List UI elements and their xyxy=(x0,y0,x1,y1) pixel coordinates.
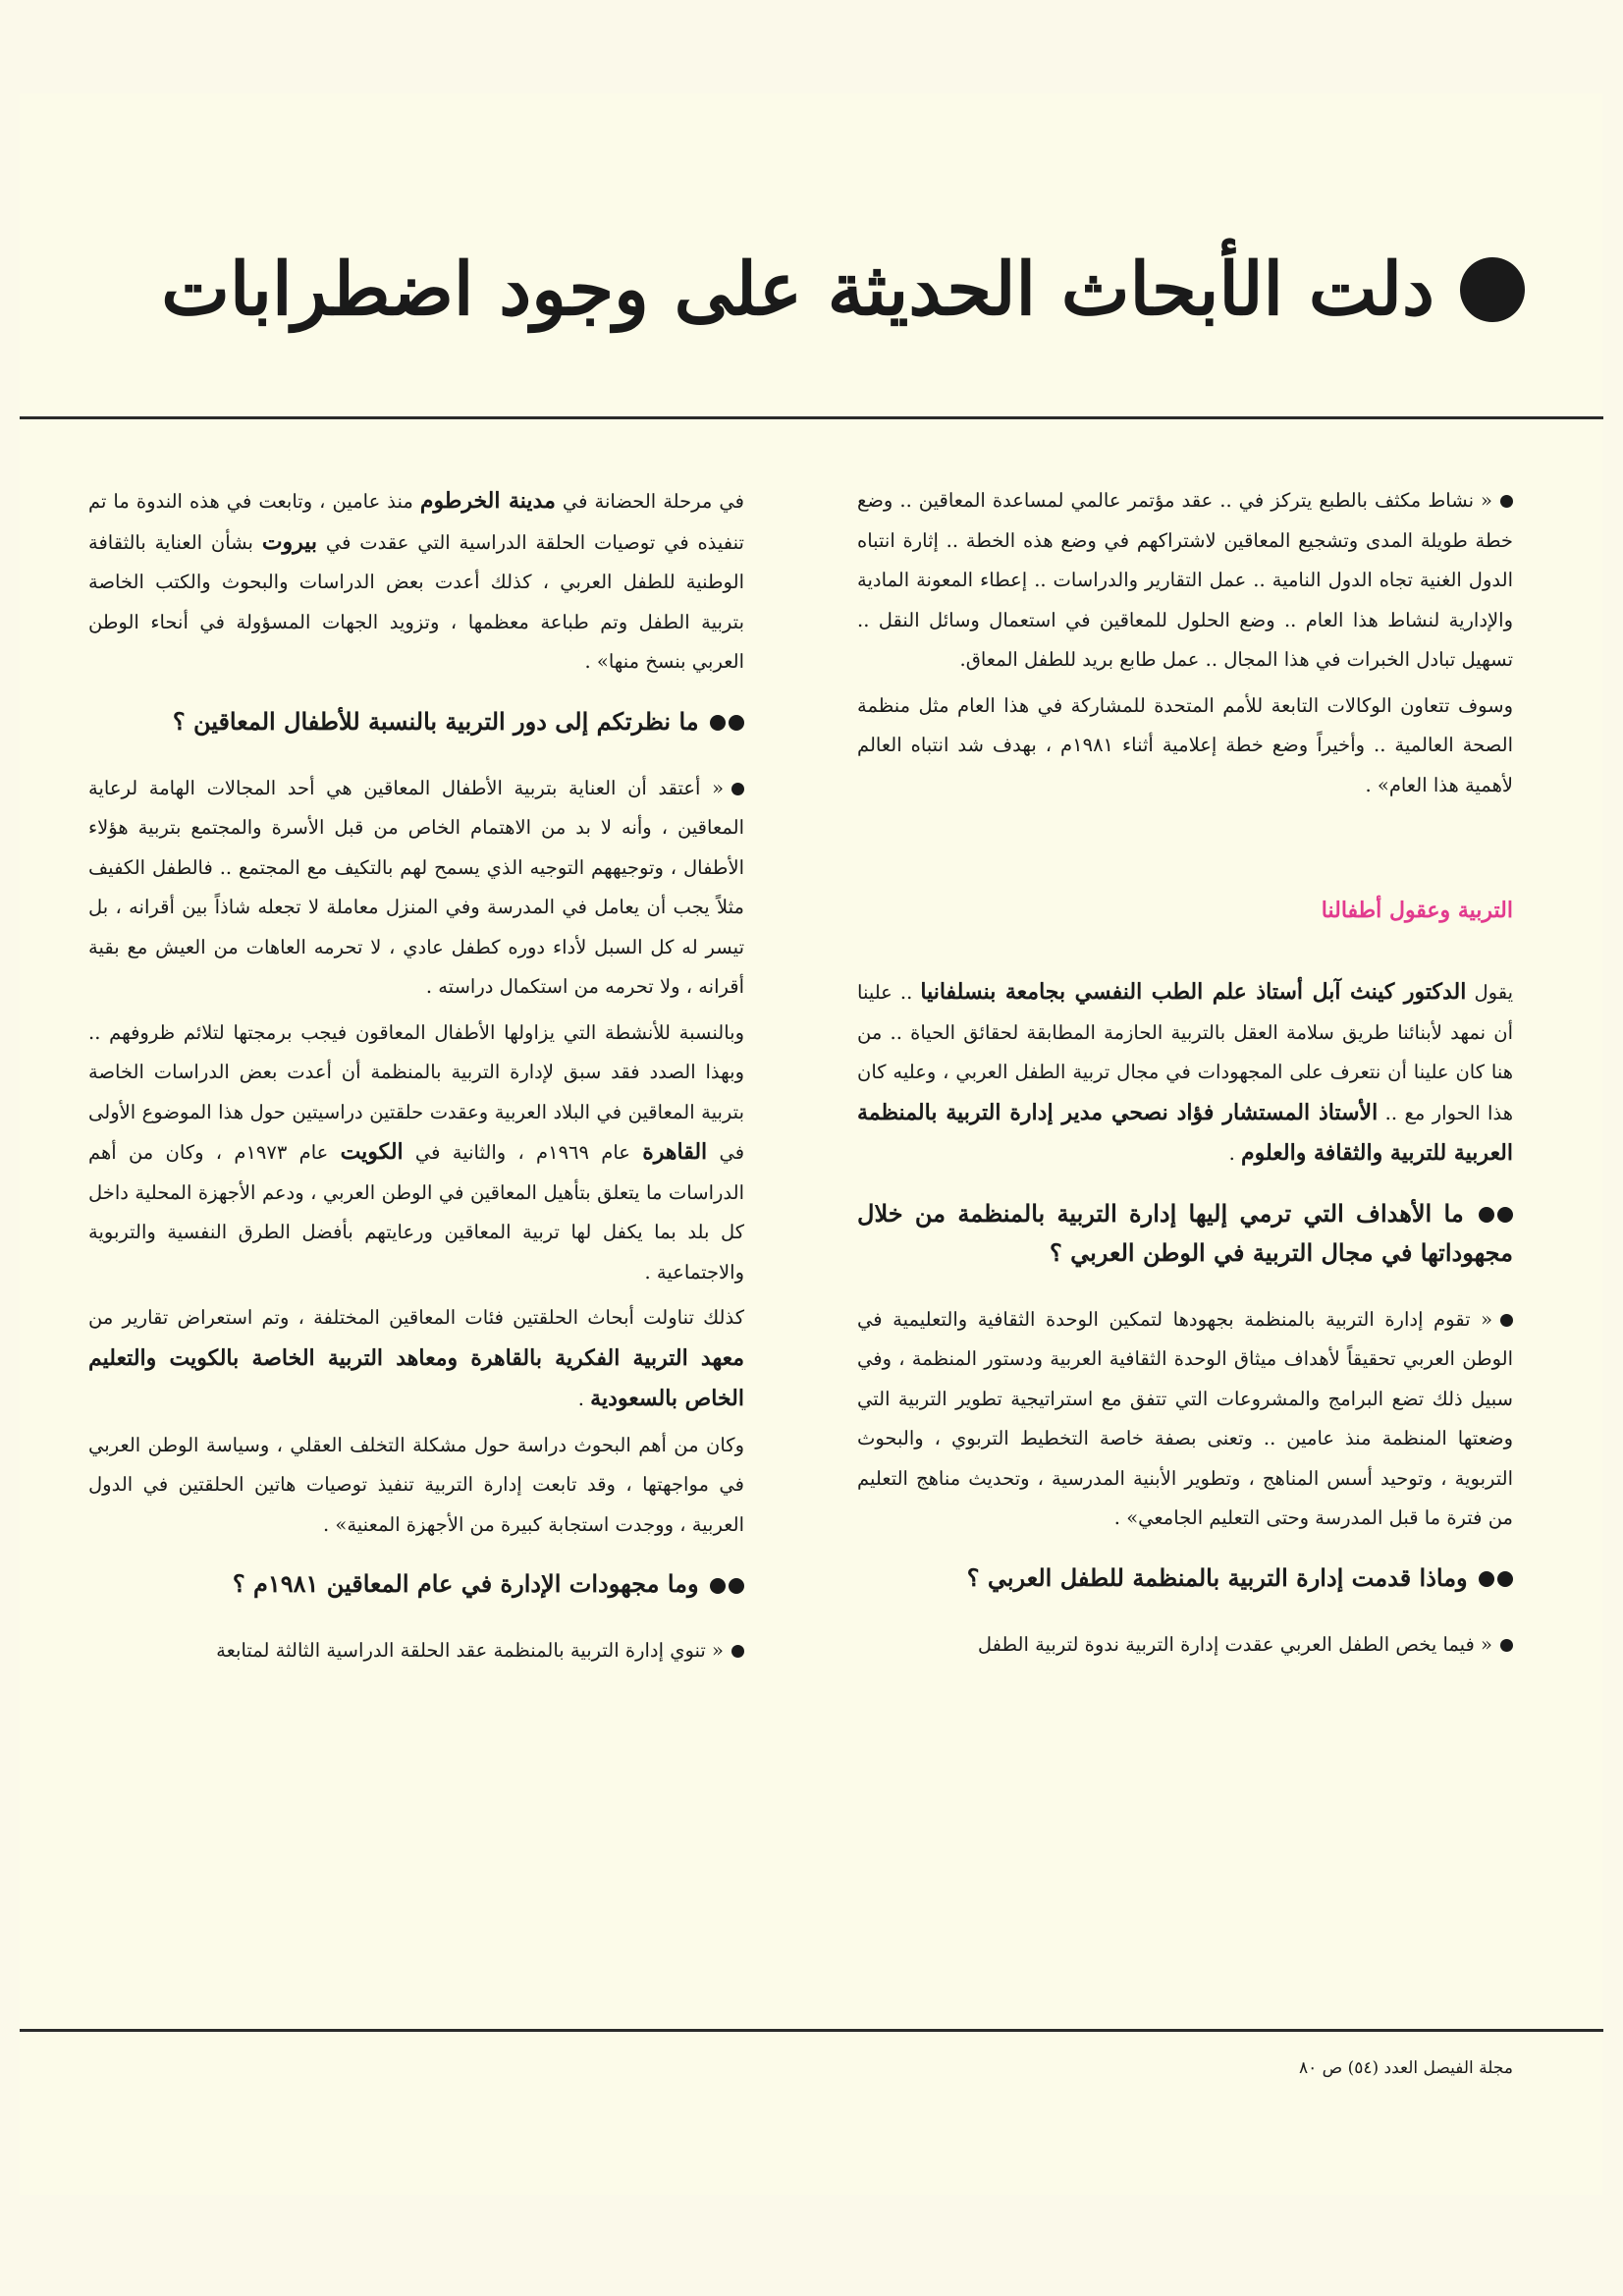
paragraph-text: يقول xyxy=(1466,981,1513,1004)
headline-block xyxy=(88,236,1525,344)
paragraph xyxy=(857,481,1513,681)
paragraph xyxy=(88,1013,744,1293)
top-divider xyxy=(20,416,1603,419)
question-text: وما مجهودات الإدارة في عام المعاقين ١٩٨١م ؟ xyxy=(232,1569,699,1598)
paragraph-text: « تنوي إدارة التربية بالمنظمة عقد الحلقة الدراسية الثالثة لمتابعة xyxy=(216,1639,724,1662)
paragraph-text: بشأن العناية بالثقافة الوطنية للطفل العربي ، كذلك أعدت بعض الدراسات والبحوث والكتب الخاصة بتربية الطفل وتم طباعة معظمها ، وتزويد الجهات المسؤولة في أنحاء الوطن العربي بنسخ منها» . xyxy=(88,530,744,673)
paragraph-text: في مرحلة الحضانة في xyxy=(555,490,744,513)
bottom-divider xyxy=(20,2029,1603,2032)
interview-question xyxy=(857,1558,1513,1598)
bullet-icon xyxy=(1500,1639,1513,1652)
section-heading: التربية وعقول أطفالنا xyxy=(1321,898,1513,923)
paragraph-text: كذلك تناولت أبحاث الحلقتين فئات المعاقين المختلفة ، وتم استعراض تقارير من xyxy=(88,1306,744,1329)
interview-question xyxy=(88,702,744,741)
paragraph-text: عام ١٩٧٣م ، وكان من أهم الدراسات ما يتعلق بتأهيل المعاقين في الوطن العربي ، ودعم الأجهزة المحلية داخل كل بلد بما يكفل لها تربية المعاقين ورعايتهم بأفضل الطرق النفسية والتربوية والاجتماعية . xyxy=(88,1141,744,1284)
interview-question xyxy=(88,1564,744,1604)
paragraph xyxy=(857,1300,1513,1539)
bold-text: الأستاذ المستشار فؤاد نصحي مدير إدارة التربية بالمنظمة العربية للتربية والثقافة والعلوم xyxy=(857,1099,1513,1166)
bullet-icon xyxy=(731,783,744,795)
paragraph-text: عام ١٩٦٩م ، والثانية في xyxy=(403,1141,643,1164)
bold-text: بيروت xyxy=(261,528,318,555)
paragraph-text: منذ عامين ، وتابعت في هذه الندوة ما تم تنفيذه في توصيات الحلقة الدراسية التي عقدت في xyxy=(88,490,744,554)
question-bullet-icon xyxy=(729,1578,744,1594)
page-headline: دلت الأبحاث الحديثة على وجود اضطرابات xyxy=(161,247,1434,332)
interview-question xyxy=(857,1194,1513,1273)
paragraph-text: . xyxy=(577,1388,591,1410)
headline-bullet-icon xyxy=(1460,257,1525,322)
paragraph-text: « تقوم إدارة التربية بالمنظمة بجهودها لتمكين الوحدة الثقافية والتعليمية في الوطن العربي تحقيقاً لأهداف ميثاق الوحدة الثقافية العربية ودستور المنظمة ، وفي سبيل ذلك تضع البرامج والمشروعات التي تتفق مع استراتيجية تطوير التربية التي وضعتها المنظمة منذ عامين .. وتعنى بصفة خاصة التخطيط التربوي ، والبحوث التربوية ، وتوحيد أسس المناهج ، وتطوير الأبنية المدرسية ، وتحديث مناهج التعليم من فترة ما قبل المدرسة وحتى التعليم الجامعي» . xyxy=(857,1307,1513,1529)
bold-text: مدينة الخرطوم xyxy=(419,488,556,514)
paragraph-text: « أعتقد أن العناية بتربية الأطفال المعاقين هي أحد المجالات الهامة لرعاية المعاقين ، وأنه لا بد من الاهتمام الخاص من قبل الأسرة والمجتمع بتربية هؤلاء الأطفال ، وتوجيههم التوجيه الذي يسمح لهم بالتكيف مع المجتمع .. فالطفل الكفيف مثلاً يجب أن يعامل في المدرسة وفي المنزل معاملة لا تجعله شاذاً بين أقرانه ، بل تيسر له كل السبل لأداء دوره كطفل عادي ، لا تحرمه العاهات من العيش مع بقية أقرانه ، ولا تحرمه من استكمال دراسته . xyxy=(88,776,744,998)
question-bullet-icon xyxy=(1497,1571,1513,1587)
paragraph-text: « فيما يخص الطفل العربي عقدت إدارة التربية ندوة لتربية الطفل xyxy=(977,1632,1492,1656)
paragraph-text: . xyxy=(1228,1142,1242,1165)
paragraph xyxy=(88,1298,744,1420)
question-bullet-icon xyxy=(1497,1207,1513,1223)
question-bullet-icon xyxy=(710,1578,726,1594)
bold-text: الكويت xyxy=(340,1139,404,1165)
paragraph xyxy=(88,769,744,1008)
question-bullet-icon xyxy=(1479,1207,1494,1223)
bullet-icon xyxy=(731,1645,744,1658)
question-bullet-icon xyxy=(710,715,726,731)
page-footer: مجلة الفيصل العدد (٥٤) ص ٨٠ xyxy=(1298,2058,1513,2078)
paragraph-text: وبالنسبة للأنشطة التي يزاولها الأطفال المعاقون فيجب برمجتها لتلائم ظروفهم .. وبهذا الصدد فقد سبق لإدارة التربية بالمنظمة أن أعدت بعض الدراسات الخاصة بتربية المعاقين في البلاد العربية وعقدت حلقتين دراسيتين حول هذا الموضوع الأولى في xyxy=(88,1020,745,1164)
bullet-icon xyxy=(1500,1314,1513,1327)
paragraph: وكان من أهم البحوث دراسة حول مشكلة التخلف العقلي ، وسياسة الوطن العربي في مواجهتها ، وقد تابعت إدارة التربية تنفيذ توصيات هاتين الحلقتين في الدول العربية ، ووجدت استجابة كبيرة من الأجهزة المعنية» . xyxy=(88,1433,744,1536)
paragraph xyxy=(88,481,744,683)
question-bullet-icon xyxy=(729,715,744,731)
bold-text: القاهرة xyxy=(642,1139,708,1165)
paragraph-text: « نشاط مكثف بالطبع يتركز في .. عقد مؤتمر عالمي لمساعدة المعاقين .. وضع خطة طويلة المدى وتشجيع المعاقين لاشتراكهم في وضع هذه الخطة .. إثارة انتباه الدول الغنية تجاه الدول النامية .. عمل التقارير والدراسات .. إعطاء المعونة المادية والإدارية لنشاط هذا العام .. وضع الحلول للمعاقين في استعمال وسائل النقل .. تسهيل تبادل الخبرات في هذا المجال .. عمل طابع بريد للطفل المعاق. xyxy=(857,489,1513,671)
paragraph xyxy=(88,1631,744,1671)
question-text: وماذا قدمت إدارة التربية بالمنظمة للطفل العربي ؟ xyxy=(966,1562,1468,1592)
paragraph xyxy=(857,972,1513,1175)
paragraph-text: .. علينا أن نمهد لأبنائنا طريق سلامة العقل بالتربية الحازمة المطابقة لحقائق الحياة .. من هنا كان علينا أن نتعرف على المجهودات في مجال تربية الطفل العربي ، وعليه كان هذا الحوار مع .. xyxy=(857,981,1513,1124)
bold-text: معهد التربية الفكرية بالقاهرة ومعاهد التربية الخاصة بالكويت والتعليم الخاص بالسعودية xyxy=(88,1344,744,1411)
right-column xyxy=(857,481,1513,1670)
paragraph xyxy=(857,1625,1513,1666)
bold-text: الدكتور كينث آبل أستاذ علم الطب النفسي بجامعة بنسلفانيا xyxy=(920,979,1467,1005)
question-bullet-icon xyxy=(1479,1571,1494,1587)
left-column xyxy=(88,481,744,1677)
bullet-icon xyxy=(1500,495,1513,508)
paragraph: وسوف تتعاون الوكالات التابعة للأمم المتحدة للمشاركة في هذا العام مثل منظمة الصحة العالمية .. وأخيراً وضع خطة إعلامية أثناء ١٩٨١م ، بهدف شد انتباه العالم لأهمية هذا العام» . xyxy=(857,693,1513,796)
question-text: ما الأهداف التي ترمي إليها إدارة التربية بالمنظمة من خلال مجهوداتها في مجال التربية في الوطن العربي ؟ xyxy=(857,1198,1513,1267)
question-text: ما نظرتكم إلى دور التربية بالنسبة للأطفال المعاقين ؟ xyxy=(172,706,699,736)
